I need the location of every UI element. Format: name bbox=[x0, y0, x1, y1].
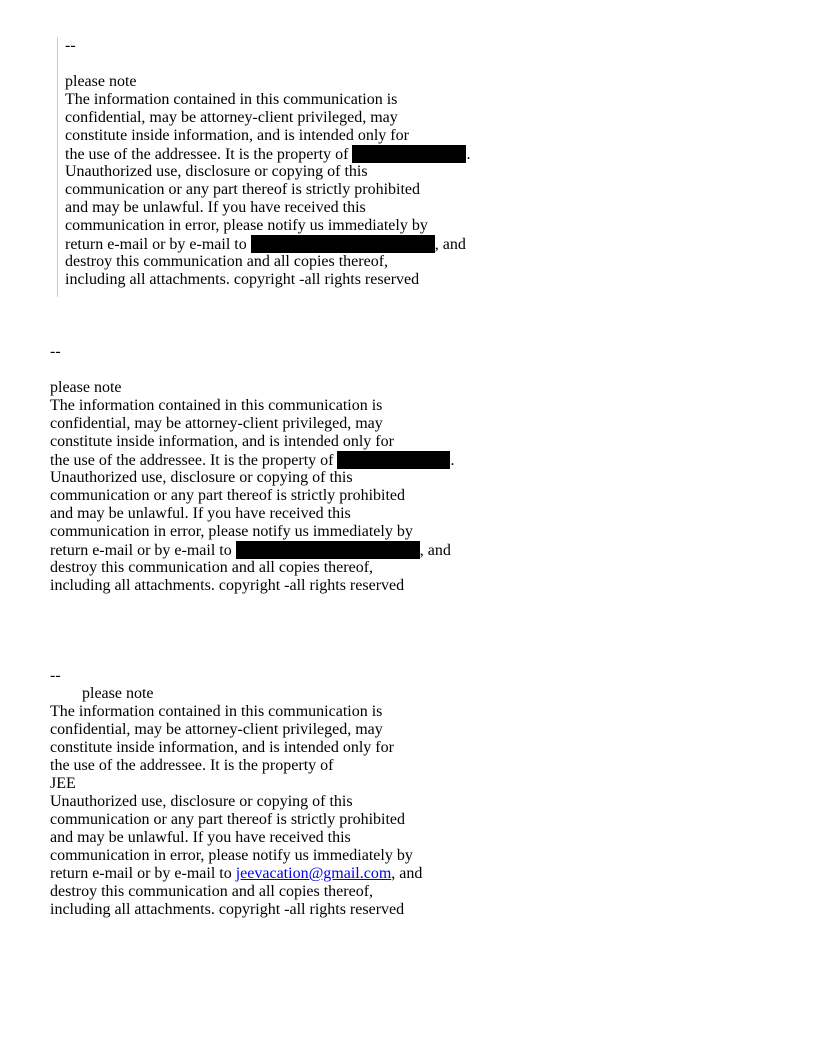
email-link[interactable]: jeevacation@gmail.com bbox=[235, 865, 392, 882]
text-segment: Unauthorized use, disclosure or copying of this bbox=[50, 469, 353, 486]
text-segment: The information contained in this communication is bbox=[50, 703, 383, 720]
text-line bbox=[65, 145, 470, 163]
text-segment: the use of the addressee. It is the property of bbox=[50, 757, 334, 774]
text-segment: return e-mail or by e-mail to bbox=[50, 865, 236, 882]
text-line bbox=[65, 181, 470, 199]
text-line bbox=[50, 523, 454, 541]
text-segment: Unauthorized use, disclosure or copying of this bbox=[65, 163, 368, 180]
text-segment: . bbox=[450, 452, 455, 469]
text-line bbox=[65, 253, 470, 271]
text-line bbox=[50, 811, 422, 829]
text-line bbox=[50, 739, 422, 757]
text-line bbox=[50, 469, 454, 487]
text-line bbox=[65, 163, 470, 181]
text-line bbox=[50, 415, 454, 433]
text-line bbox=[50, 397, 454, 415]
text-segment: Unauthorized use, disclosure or copying of this bbox=[50, 793, 353, 810]
redaction-box bbox=[236, 541, 420, 559]
text-segment: communication in error, please notify us immediately by bbox=[65, 217, 428, 234]
text-line bbox=[50, 865, 422, 883]
text-segment: and may be unlawful. If you have received this bbox=[50, 505, 351, 522]
text-line bbox=[50, 379, 454, 397]
text-segment: constitute inside information, and is intended only for bbox=[65, 127, 409, 144]
text-segment: communication or any part thereof is strictly prohibited bbox=[50, 487, 406, 504]
text-segment: JEE bbox=[50, 775, 76, 792]
text-segment: please note bbox=[82, 685, 154, 702]
text-segment: -- bbox=[65, 37, 76, 54]
text-line bbox=[50, 721, 422, 739]
text-segment: communication or any part thereof is strictly prohibited bbox=[65, 181, 421, 198]
text-segment: -- bbox=[50, 667, 61, 684]
text-line bbox=[50, 577, 454, 595]
text-segment: please note bbox=[65, 73, 137, 90]
text-line bbox=[65, 235, 470, 253]
redaction-box bbox=[337, 451, 450, 469]
redaction-box bbox=[251, 235, 435, 253]
text-line bbox=[65, 199, 470, 217]
text-line bbox=[50, 793, 422, 811]
text-segment: The information contained in this communication is bbox=[50, 397, 383, 414]
text-segment: constitute inside information, and is intended only for bbox=[50, 739, 394, 756]
text-line bbox=[50, 541, 454, 559]
text-line bbox=[50, 901, 422, 919]
text-line bbox=[65, 217, 470, 235]
text-line bbox=[50, 505, 454, 523]
text-segment: communication in error, please notify us immediately by bbox=[50, 523, 413, 540]
text-line bbox=[50, 757, 422, 775]
quoted-signature-block bbox=[57, 37, 470, 297]
text-segment: communication or any part thereof is strictly prohibited bbox=[50, 811, 406, 828]
text-line bbox=[50, 685, 422, 703]
text-line bbox=[65, 73, 470, 91]
text-segment: . bbox=[466, 146, 471, 163]
text-segment: return e-mail or by e-mail to bbox=[50, 542, 236, 559]
text-segment: the use of the addressee. It is the property of bbox=[50, 452, 338, 469]
text-segment: the use of the addressee. It is the property of bbox=[65, 146, 353, 163]
text-segment: communication in error, please notify us immediately by bbox=[50, 847, 413, 864]
text-line bbox=[65, 127, 470, 145]
text-segment: including all attachments. copyright -all rights reserved bbox=[65, 271, 420, 288]
text-line bbox=[65, 55, 470, 73]
text-line bbox=[50, 883, 422, 901]
text-segment: destroy this communication and all copies thereof, bbox=[50, 883, 374, 900]
text-line bbox=[65, 109, 470, 127]
text-line bbox=[50, 361, 454, 379]
text-segment: destroy this communication and all copies thereof, bbox=[65, 253, 389, 270]
text-segment: return e-mail or by e-mail to bbox=[65, 236, 251, 253]
redaction-box bbox=[352, 145, 466, 163]
text-segment: destroy this communication and all copies thereof, bbox=[50, 559, 374, 576]
text-segment: including all attachments. copyright -all rights reserved bbox=[50, 577, 405, 594]
text-segment: The information contained in this communication is bbox=[65, 91, 398, 108]
text-segment: -- bbox=[50, 343, 61, 360]
text-segment: including all attachments. copyright -all rights reserved bbox=[50, 901, 405, 918]
text-line bbox=[65, 271, 470, 289]
text-line bbox=[65, 91, 470, 109]
text-line bbox=[50, 703, 422, 721]
text-line bbox=[65, 37, 470, 55]
text-segment: please note bbox=[50, 379, 122, 396]
text-segment: , and bbox=[391, 865, 423, 882]
text-segment: constitute inside information, and is intended only for bbox=[50, 433, 394, 450]
text-line bbox=[50, 451, 454, 469]
text-segment: , and bbox=[434, 236, 466, 253]
text-segment: and may be unlawful. If you have received this bbox=[65, 199, 366, 216]
text-line bbox=[50, 847, 422, 865]
text-line bbox=[50, 829, 422, 847]
signature-block bbox=[50, 343, 454, 595]
text-line bbox=[50, 667, 422, 685]
text-segment: confidential, may be attorney-client privileged, may bbox=[65, 109, 398, 126]
text-line bbox=[50, 343, 454, 361]
text-line bbox=[50, 433, 454, 451]
signature-block-original bbox=[50, 667, 422, 919]
text-segment: and may be unlawful. If you have received this bbox=[50, 829, 351, 846]
text-segment: , and bbox=[419, 542, 451, 559]
text-segment: confidential, may be attorney-client privileged, may bbox=[50, 721, 383, 738]
text-line bbox=[50, 559, 454, 577]
text-segment: confidential, may be attorney-client privileged, may bbox=[50, 415, 383, 432]
text-line bbox=[50, 487, 454, 505]
text-line bbox=[50, 775, 422, 793]
